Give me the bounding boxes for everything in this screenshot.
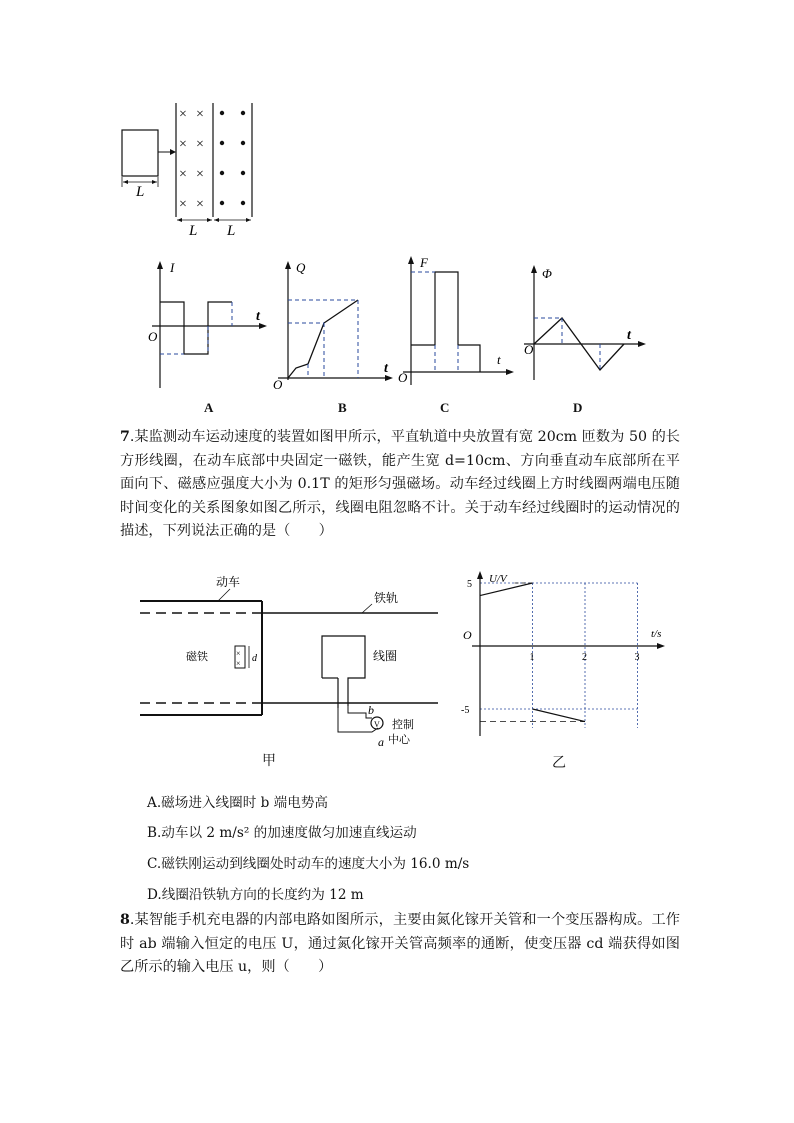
svg-text:O: O bbox=[148, 329, 158, 344]
control-label-1: 控制 bbox=[392, 719, 414, 731]
y-tick-label-5: 5 bbox=[467, 579, 472, 590]
q7-option-b[interactable]: B.动车以 2 m/s² 的加速度做匀加速直线运动 bbox=[147, 825, 417, 841]
a-label: a bbox=[378, 735, 384, 749]
label-L-field1: L bbox=[189, 223, 198, 239]
svg-text:I: I bbox=[170, 260, 175, 275]
svg-text:×: × bbox=[196, 137, 204, 152]
coil-square bbox=[122, 130, 158, 176]
b-label: b bbox=[368, 703, 374, 717]
question-8-text: .某智能手机充电器的内部电路如图所示，主要由氮化镓开关管和一个变压器构成。工作时 ab 端输入恒定的电压 U，通过氮化镓开关管高频率的通断，使变压器 cd 端获得如图乙所示的输入电压 u，则（ ） bbox=[120, 912, 680, 975]
figure-jia-caption: 甲 bbox=[262, 753, 276, 769]
arrow-head-icon bbox=[170, 149, 176, 155]
svg-text:×: × bbox=[196, 167, 204, 182]
svg-text:t: t bbox=[497, 352, 501, 367]
svg-text:×: × bbox=[179, 197, 187, 212]
svg-text:×: × bbox=[196, 197, 204, 212]
train-label: 动车 bbox=[216, 575, 241, 589]
label-L-field2: L bbox=[227, 223, 236, 239]
svg-text:t: t bbox=[627, 328, 631, 343]
svg-text:Q: Q bbox=[296, 260, 306, 275]
graph-D-caption: D bbox=[573, 400, 583, 415]
svg-text:t: t bbox=[384, 361, 388, 376]
y-tick-label--5: -5 bbox=[461, 705, 470, 716]
graph-D bbox=[516, 262, 651, 387]
svg-text:F: F bbox=[420, 255, 428, 270]
control-label-2: 中心 bbox=[388, 734, 410, 746]
rail-label: 铁轨 bbox=[374, 591, 399, 605]
question-7-number: 7 bbox=[120, 429, 130, 445]
q7-option-c[interactable]: C.磁铁刚运动到线圈处时动车的速度大小为 16.0 m/s bbox=[147, 856, 470, 872]
figure-yi-chart bbox=[445, 566, 675, 741]
figure-jia bbox=[140, 568, 450, 768]
figure-yi-caption: 乙 bbox=[552, 755, 566, 771]
field-figure bbox=[110, 95, 280, 245]
x-tick-label-3: 3 bbox=[634, 652, 640, 663]
svg-text:×: × bbox=[179, 107, 187, 122]
svg-text:O: O bbox=[273, 377, 283, 392]
x-tick-label-1: 1 bbox=[529, 652, 535, 663]
label-L-coil: L bbox=[136, 184, 145, 200]
svg-text:×: × bbox=[196, 107, 204, 122]
origin-label: O bbox=[463, 628, 472, 642]
graph-C bbox=[398, 253, 518, 393]
q7-option-d[interactable]: D.线圈沿铁轨方向的长度约为 12 m bbox=[147, 887, 364, 903]
svg-text:t: t bbox=[256, 309, 260, 324]
series-line-leaving bbox=[533, 709, 586, 722]
coil-label: 线圈 bbox=[373, 649, 398, 663]
svg-text:×: × bbox=[236, 659, 241, 668]
x-axis-arrow-icon bbox=[657, 643, 665, 649]
x-tick-label-2: 2 bbox=[582, 652, 587, 663]
graph-A bbox=[140, 258, 270, 398]
graph-C-caption: C bbox=[440, 400, 450, 415]
q7-option-a[interactable]: A.磁场进入线圈时 b 端电势高 bbox=[147, 795, 329, 811]
question-7 bbox=[120, 426, 680, 544]
svg-text:O: O bbox=[398, 370, 408, 385]
svg-text:×: × bbox=[179, 137, 187, 152]
question-8-number: 8 bbox=[120, 912, 130, 928]
svg-text:×: × bbox=[179, 167, 187, 182]
graph-B bbox=[268, 258, 398, 398]
svg-text:O: O bbox=[524, 342, 534, 357]
d-label: d bbox=[252, 653, 257, 664]
coil bbox=[322, 636, 365, 706]
dots-out-of-page bbox=[220, 111, 245, 205]
question-8 bbox=[120, 909, 680, 980]
y-axis-label: U/V bbox=[489, 573, 507, 585]
svg-text:×: × bbox=[236, 649, 241, 658]
x-axis-label: t/s bbox=[651, 628, 662, 640]
svg-text:Φ: Φ bbox=[542, 266, 552, 281]
svg-text:V: V bbox=[374, 720, 380, 729]
graph-B-caption: B bbox=[338, 400, 347, 415]
graph-A-caption: A bbox=[204, 400, 214, 415]
magnet-label: 磁铁 bbox=[186, 651, 208, 663]
question-7-text: .某监测动车运动速度的装置如图甲所示，平直轨道中央放置有宽 20cm 匝数为 50 的长方形线圈，在动车底部中央固定一磁铁，能产生宽 d=10cm、方向垂直动车底部所在平面向下、磁感应强度大小为 0.1T 的矩形匀强磁场。动车经过线圈上方时线圈两端电压随时间变化的关系图象如图乙所示，线圈电阻忽略不计。关于动车经过线圈时的运动情况的描述，下列说法正确的是（ ） bbox=[120, 429, 680, 539]
y-axis-arrow-icon bbox=[477, 571, 483, 579]
crosses-into-page bbox=[179, 107, 204, 212]
